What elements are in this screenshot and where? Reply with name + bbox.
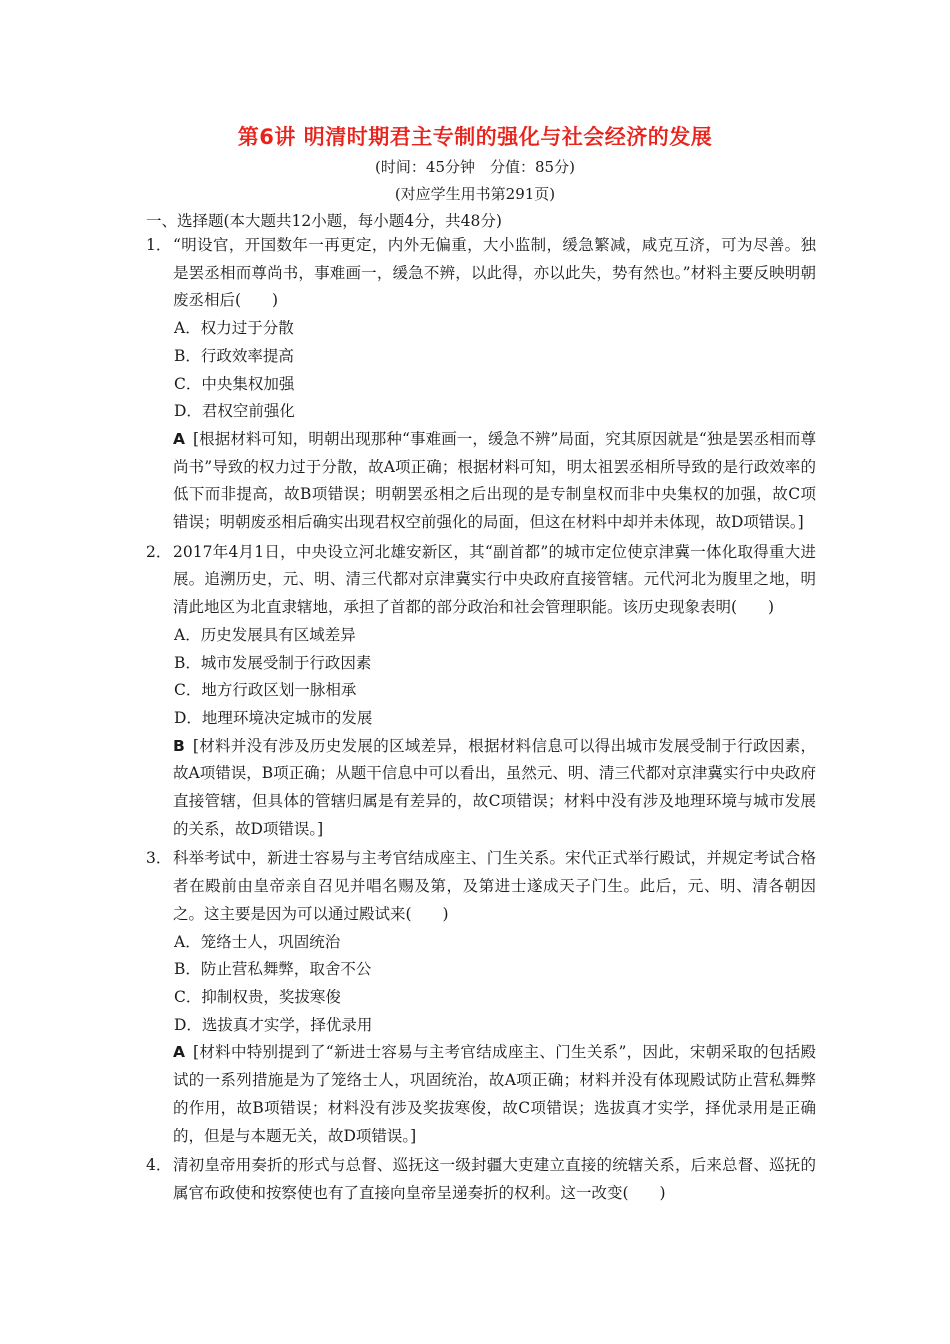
question-stem: 科举考试中，新进士容易与主考官结成座主、门生关系。宋代正式举行殿试，并规定考试合格者在殿前由皇帝亲自召见并唱名赐及第，及第进士遂成天子门生。此后，元、明、清各朝因之。这主要是因为可以通过殿试来( ) (173, 849, 816, 923)
question-number: 3． (146, 849, 172, 868)
options-grid (173, 315, 816, 426)
question-stem: “明设官，开国数年一再更定，内外无偏重，大小监制，缓急繁减，咸克互济，可为尽善。独是罢丞相而尊尚书，事难画一，缓急不辨，以此得，亦以此失，势有然也。”材料主要反映明朝废丞相后( ) (173, 236, 816, 310)
explanation-text: [材料并没有涉及历史发展的区域差异，根据材料信息可以得出城市发展受制于行政因素，故A项错误，B项正确；从题干信息中可以看出，虽然元、明、清三代都对京津冀实行中央政府直接管辖，但具体的管辖归属是有差异的，故C项错误；材料中没有涉及地理环境与城市发展的关系，故D项错误。] (173, 736, 816, 838)
questions-list (146, 232, 816, 1208)
question-3 (146, 845, 816, 1150)
option-c: C．抑制权贵，奖拔寒俊 (174, 987, 341, 1006)
answer-letter: A (173, 429, 185, 448)
explanation-text: [材料中特别提到了“新进士容易与主考官结成座主、门生关系”，因此，宋朝采取的包括殿试的一系列措施是为了笼络士人，巩固统治，故A项正确；材料并没有体现殿试防止营私舞弊的作用，故B项错误；材料没有涉及奖拔寒俊，故C项错误；选拔真才实学，择优录用是正确的，但是与本题无关，故D项错误。] (173, 1043, 816, 1145)
option-c: C．地方行政区划一脉相承 (174, 681, 357, 700)
question-stem: 清初皇帝用奏折的形式与总督、巡抚这一级封疆大吏建立直接的统辖关系，后来总督、巡抚的属官布政使和按察使也有了直接向皇帝呈递奏折的权利。这一改变( ) (173, 1156, 816, 1202)
answer-letter: B (173, 736, 185, 755)
option-d: D．君权空前强化 (174, 402, 295, 421)
explanation-text: [根据材料可知，明朝出现那种“事难画一，缓急不辨”局面，究其原因就是“独是罢丞相而尊尚书”导致的权力过于分散，故A项正确；根据材料可知，明太祖罢丞相所导致的是行政效率的低下而非提高，故B项错误；明朝罢丞相之后出现的是专制皇权而非中央集权的加强，故C项错误；明朝废丞相后确实出现君权空前强化的局面，但这在材料中却并未体现，故D项错误。] (173, 429, 816, 532)
question-1 (146, 232, 816, 537)
question-stem: 2017年4月1日，中央设立河北雄安新区，其“副首都”的城市定位使京津冀一体化取得重大进展。追溯历史，元、明、清三代都对京津冀实行中央政府直接管辖。元代河北为腹里之地，明清此地区为北直隶辖地，承担了首都的部分政治和社会管理职能。该历史现象表明( ) (173, 542, 816, 617)
answer-explanation (173, 733, 816, 844)
option-a: A．权力过于分散 (174, 319, 294, 338)
question-number: 2． (146, 542, 172, 561)
question-2 (146, 539, 816, 844)
option-c: C．中央集权加强 (174, 374, 295, 393)
option-b: B．防止营私舞弊，取舍不公 (174, 960, 372, 979)
book-reference-line: (对应学生用书第291页) (394, 185, 556, 203)
section-heading: 一、选择题(本大题共12小题，每小题4分，共48分) (146, 212, 502, 230)
question-number: 4． (146, 1156, 172, 1175)
option-b: B．城市发展受制于行政因素 (174, 653, 372, 672)
answer-letter: A (173, 1043, 185, 1062)
page-title: 第6讲 明清时期君主专制的强化与社会经济的发展 (237, 125, 713, 149)
time-score-line: (时间：45分钟 分值：85分) (375, 158, 575, 176)
answer-explanation (173, 1039, 816, 1150)
option-d: D．选拔真才实学，择优录用 (174, 1015, 373, 1034)
option-d: D．地理环境决定城市的发展 (174, 708, 373, 727)
option-a: A．历史发展具有区域差异 (174, 625, 356, 644)
option-a: A．笼络士人，巩固统治 (174, 932, 341, 951)
question-4 (146, 1152, 816, 1207)
option-b: B．行政效率提高 (174, 346, 294, 365)
question-number: 1． (146, 236, 172, 254)
answer-explanation (173, 426, 816, 537)
